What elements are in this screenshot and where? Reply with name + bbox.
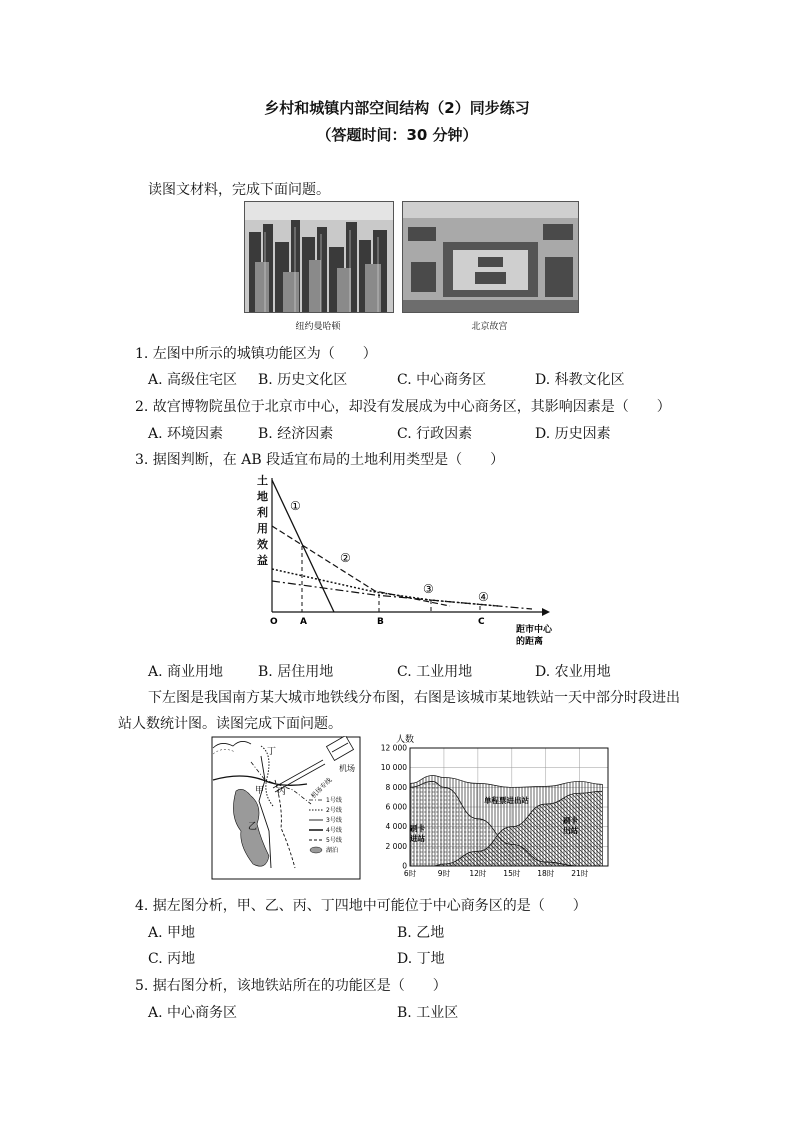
y-tick-label: 12 000 [380,743,407,753]
label-card-in-1: 刷卡 [410,824,425,833]
y-tick-label: 10 000 [380,763,407,773]
q2-option-b[interactable]: B. 经济因素 [258,426,334,442]
graph-ylabel-char: 用 [257,522,268,535]
y-tick-label: 8 000 [385,782,407,792]
q3-option-c[interactable]: C. 工业用地 [397,664,473,680]
label-card-out-1: 刷卡 [563,816,578,825]
airport-label: 机场 [339,764,355,773]
label-single-ticket: 单程票进出站 [484,796,529,805]
curve-label-2: ② [340,551,351,565]
tick-a: A [300,617,307,627]
tick-b: B [377,617,384,627]
curve-3 [272,569,498,606]
legend-line1: 1号线 [326,797,342,804]
question-1: 1. 左图中所示的城镇功能区为（ ） [135,346,377,362]
place-ding: 丁 [267,747,277,757]
intro-text-2a: 下左图是我国南方某大城市地铁线分布图，右图是该城市某地铁站一天中部分时段进出 [148,690,680,706]
question-4: 4. 据左图分析，甲、乙、丙、丁四地中可能位于中心商务区的是（ ） [135,898,587,914]
legend-line5: 5号线 [326,837,342,844]
question-2: 2. 故宫博物院虽位于北京市中心，却没有发展成为中心商务区，其影响因素是（ ） [135,399,671,415]
y-tick-label: 0 [402,861,407,871]
question-5: 5. 据右图分析，该地铁站所在的功能区是（ ） [135,978,447,994]
y-tick-label: 4 000 [385,822,407,832]
graph-ylabel-char: 益 [257,554,268,567]
x-tick-label: 12时 [469,869,487,878]
xlabel-line2: 的距离 [516,637,544,647]
x-tick-label: 6时 [403,869,417,878]
xlabel-line1: 距市中心 [516,625,553,635]
q4-option-c[interactable]: C. 丙地 [148,951,196,967]
curve-label-3: ③ [423,582,434,596]
land-use-graph [250,468,560,650]
place-yi: 乙 [248,822,258,832]
origin-label: O [270,617,278,627]
q4-option-b[interactable]: B. 乙地 [397,925,445,941]
place-bing: 丙 [277,787,287,797]
intro-text-2b: 站人数统计图。读图完成下面问题。 [118,716,342,732]
q5-option-a[interactable]: A. 中心商务区 [148,1005,238,1021]
forbidden-city-photo [402,201,579,313]
q3-option-d[interactable]: D. 农业用地 [535,664,611,680]
q2-option-d[interactable]: D. 历史因素 [535,426,611,442]
q3-option-b[interactable]: B. 居住用地 [258,664,334,680]
intro-text-1: 读图文材料，完成下面问题。 [148,182,330,198]
legend-line2: 2号线 [326,807,342,814]
q3-option-a[interactable]: A. 商业用地 [148,664,224,680]
page-title: 乡村和城镇内部空间结构（2）同步练习 [264,99,530,117]
q2-option-a[interactable]: A. 环境因素 [148,426,224,442]
place-jia: 甲 [255,786,265,796]
x-tick-label: 21时 [571,869,589,878]
label-card-out-2: 出站 [563,826,578,835]
curve-4 [272,581,532,609]
passenger-chart [380,734,610,886]
airport-line-label: 机场专线 [309,776,334,801]
time-subtitle: （答题时间：30 分钟） [316,126,478,144]
metro-map [211,736,361,880]
tick-c: C [478,617,485,627]
x-tick-label: 9时 [437,869,451,878]
q4-option-d[interactable]: D. 丁地 [397,951,445,967]
right-photo-caption: 北京故宫 [471,322,508,332]
x-tick-label: 18时 [537,869,555,878]
q1-option-b[interactable]: B. 历史文化区 [258,372,348,388]
question-3: 3. 据图判断，在 AB 段适宜布局的土地利用类型是（ ） [135,452,505,468]
legend-line4: 4号线 [326,827,342,834]
curve-label-1: ① [290,499,301,513]
graph-ylabel-char: 效 [257,538,268,551]
legend-line3: 3号线 [326,817,342,824]
q1-option-a[interactable]: A. 高级住宅区 [148,372,238,388]
legend-lake: 湖泊 [326,847,339,854]
manhattan-photo [244,201,394,313]
y-tick-label: 2 000 [385,841,407,851]
chart-ylabel: 人数 [396,735,415,745]
q1-option-d[interactable]: D. 科教文化区 [535,372,625,388]
graph-ylabel-char: 利 [257,506,268,519]
left-photo-caption: 纽约曼哈顿 [295,322,341,332]
x-tick-label: 15时 [503,869,521,878]
graph-ylabel-char: 土 [257,474,268,487]
graph-ylabel-char: 地 [257,490,268,503]
q1-option-c[interactable]: C. 中心商务区 [397,372,487,388]
q2-option-c[interactable]: C. 行政因素 [397,426,473,442]
q5-option-b[interactable]: B. 工业区 [397,1005,459,1021]
q4-option-a[interactable]: A. 甲地 [148,925,196,941]
y-tick-label: 6 000 [385,802,407,812]
curve-label-4: ④ [478,590,489,604]
label-card-in-2: 进站 [410,834,425,843]
